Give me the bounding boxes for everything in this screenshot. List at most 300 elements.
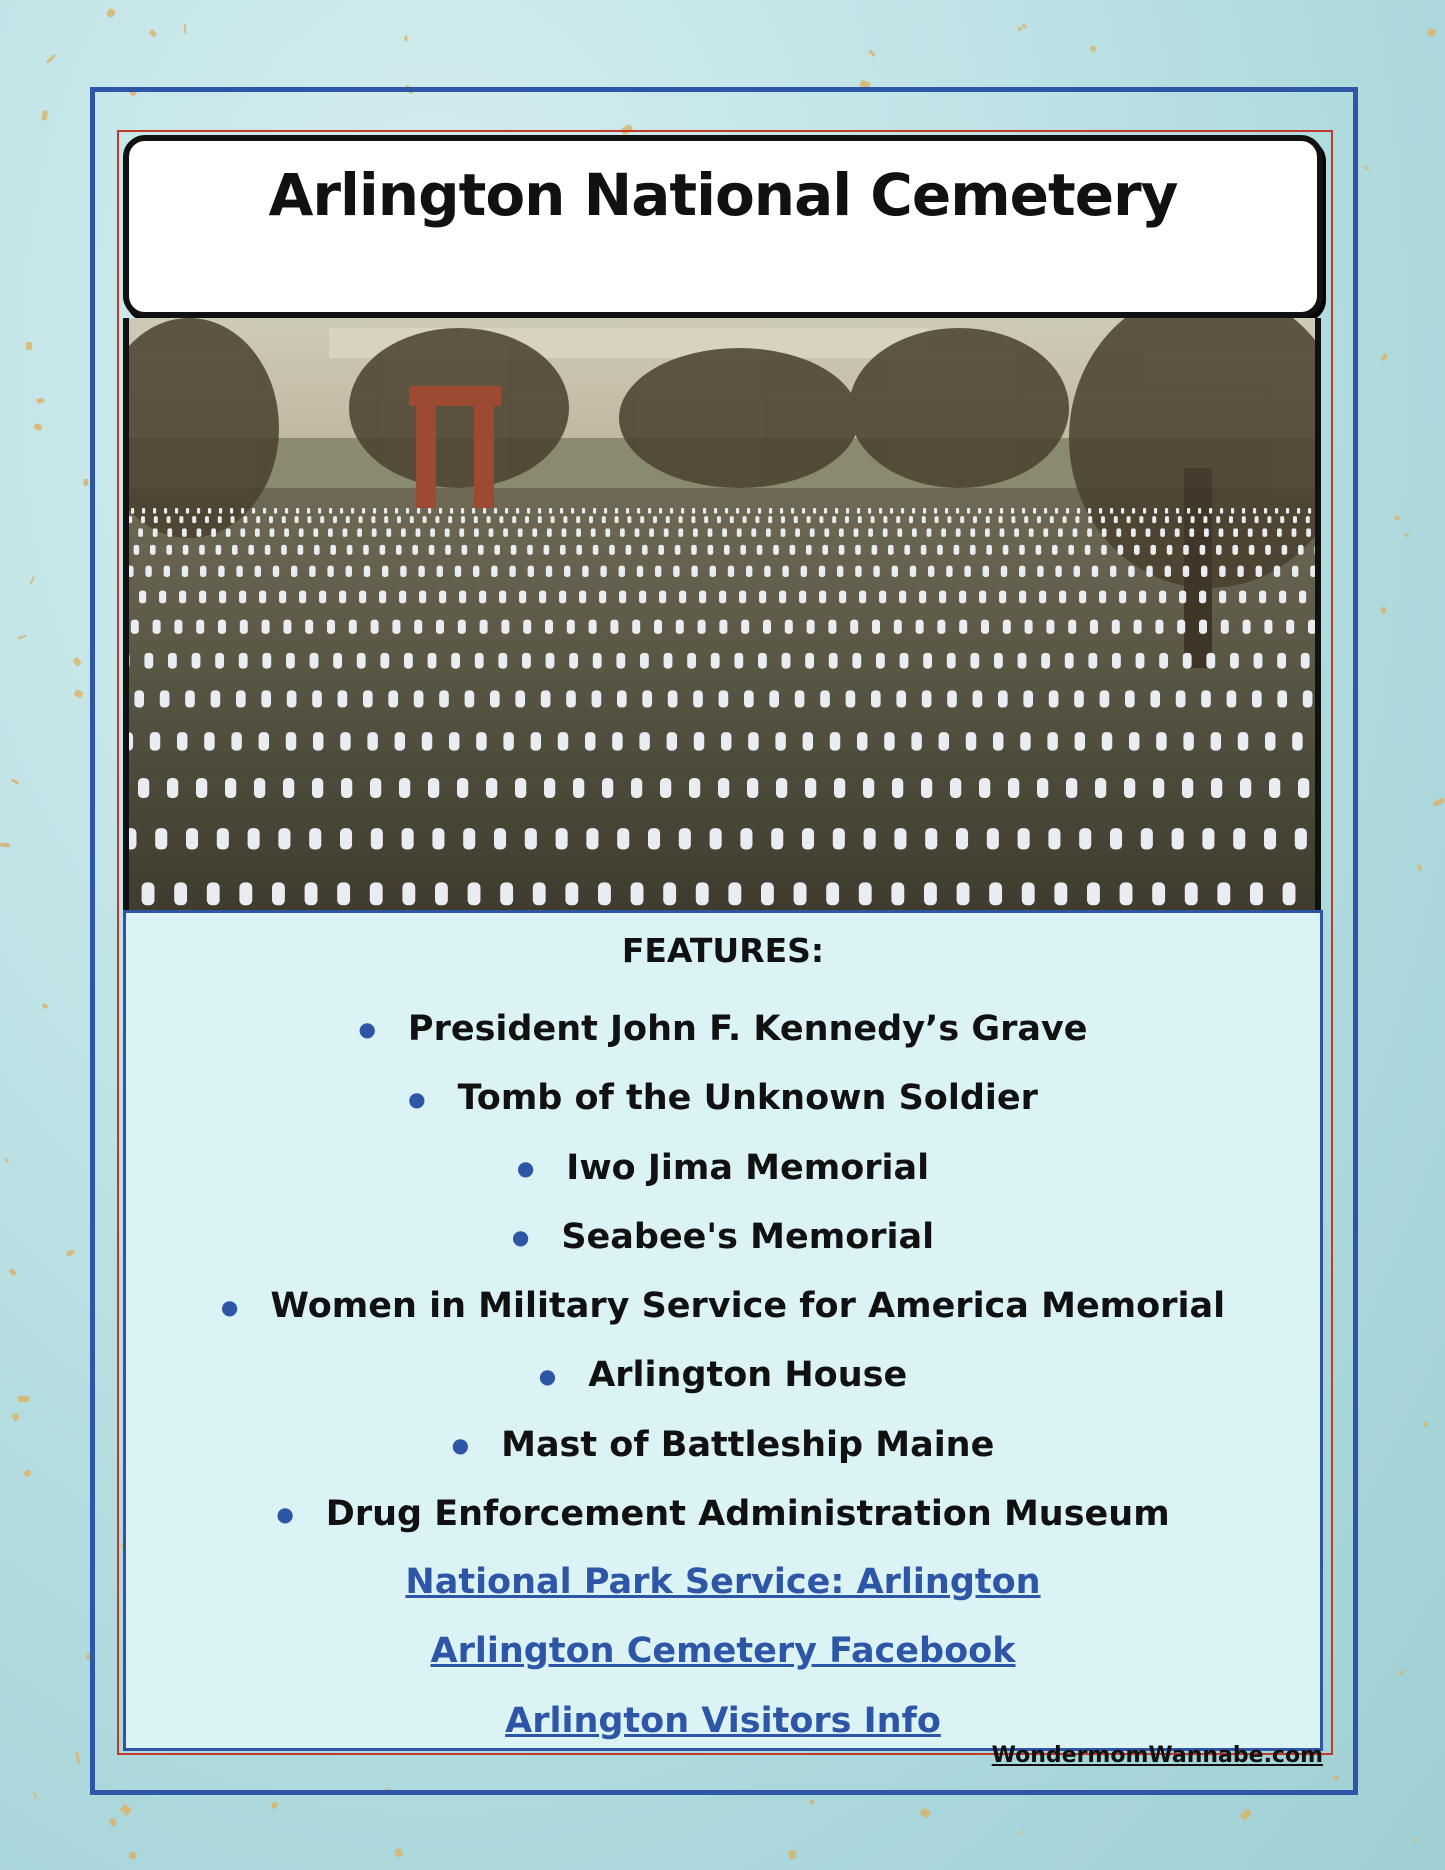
headstone [1286, 620, 1294, 634]
headstone [947, 516, 951, 523]
headstone [252, 508, 255, 514]
headstone [791, 508, 794, 514]
headstone [916, 620, 924, 634]
headstone [692, 508, 695, 514]
headstone [449, 732, 459, 751]
headstone [207, 882, 220, 905]
headstone [395, 508, 398, 514]
headstone [775, 732, 785, 751]
headstone [419, 591, 426, 604]
headstone [919, 591, 926, 604]
headstone [1095, 778, 1106, 798]
headstone [781, 528, 786, 536]
headstone [1254, 653, 1263, 669]
headstone [947, 653, 956, 669]
headstone [743, 516, 747, 523]
headstone [1049, 690, 1059, 707]
headstone [1306, 528, 1311, 536]
headstone [305, 620, 313, 634]
headstone [1118, 545, 1124, 555]
headstone [805, 653, 814, 669]
headstone [773, 545, 779, 555]
headstone [755, 516, 759, 523]
headstone [1055, 508, 1058, 514]
list-item: ● Iwo Jima Memorial [126, 1134, 1320, 1203]
gold-fleck [45, 53, 56, 63]
headstone [1063, 516, 1067, 523]
headstone [182, 566, 188, 577]
headstone [423, 516, 427, 523]
headstone [512, 516, 516, 523]
headstone [179, 516, 183, 523]
headstone [217, 828, 229, 849]
headstone [428, 653, 437, 669]
headstone [150, 732, 160, 751]
headstone [589, 620, 597, 634]
headstone [503, 732, 513, 751]
headstone [279, 591, 286, 604]
headstone [175, 508, 178, 514]
headstone [284, 528, 289, 536]
gold-fleck [1405, 533, 1410, 537]
headstone [1299, 591, 1306, 604]
headstone [218, 620, 226, 634]
headstone [728, 566, 734, 577]
headstone [1242, 508, 1245, 514]
headstone [551, 516, 555, 523]
gold-fleck [1089, 45, 1097, 53]
headstone [872, 620, 880, 634]
headstone [693, 528, 698, 536]
headstone [1102, 528, 1107, 536]
feature-list [126, 995, 1320, 1549]
headstone [556, 828, 568, 849]
headstone [349, 620, 357, 634]
headstone [1165, 516, 1169, 523]
headstone [138, 528, 143, 536]
headstone [380, 545, 386, 555]
headstone [478, 545, 484, 555]
gold-fleck [128, 1852, 137, 1861]
headstone [196, 778, 207, 798]
headstone [970, 528, 975, 536]
headstone [259, 591, 266, 604]
headstone [327, 620, 335, 634]
headstone [659, 508, 662, 514]
headstone [855, 545, 861, 555]
headstone [153, 620, 161, 634]
headstone [240, 620, 248, 634]
headstone [200, 566, 206, 577]
headstone [871, 690, 881, 707]
headstone [1048, 828, 1060, 849]
headstone [205, 516, 209, 523]
headstone [1265, 545, 1271, 555]
headstone [576, 545, 582, 555]
headstone [839, 545, 845, 555]
headstone [602, 778, 613, 798]
headstone [912, 508, 915, 514]
headstone [736, 508, 739, 514]
headstone [711, 653, 720, 669]
headstone [883, 528, 888, 536]
headstone [1102, 732, 1112, 751]
bullet-icon: ● [358, 1017, 376, 1042]
headstone [370, 882, 383, 905]
headstone [1211, 732, 1221, 751]
headstone [399, 778, 410, 798]
headstone [970, 653, 979, 669]
headstone [362, 508, 365, 514]
headstone [1237, 566, 1243, 577]
headstone [262, 620, 270, 634]
headstone [1044, 508, 1047, 514]
headstone [236, 566, 242, 577]
headstone [134, 545, 140, 555]
headstone [197, 508, 200, 514]
headstone [465, 690, 475, 707]
headstone [619, 566, 625, 577]
headstone [859, 882, 872, 905]
headstone [973, 516, 977, 523]
headstone [215, 653, 224, 669]
headstone [959, 591, 966, 604]
headstone [801, 566, 807, 577]
headstone [872, 545, 878, 555]
headstone [960, 516, 964, 523]
headstone [494, 545, 500, 555]
gold-fleck [919, 1807, 931, 1818]
headstone [730, 516, 734, 523]
headstone [896, 516, 900, 523]
headstone [710, 828, 722, 849]
list-item: ● Mast of Battleship Maine [126, 1411, 1320, 1480]
headstone [1022, 508, 1025, 514]
headstone [282, 516, 286, 523]
headstone [515, 778, 526, 798]
headstone [458, 620, 466, 634]
headstone [218, 566, 224, 577]
headstone [1280, 516, 1284, 523]
headstone [873, 566, 879, 577]
headstone [338, 690, 348, 707]
headstone [1308, 620, 1315, 634]
bullet-icon: ● [511, 1225, 530, 1250]
headstone [499, 591, 506, 604]
headstone [806, 545, 812, 555]
headstone [1075, 732, 1085, 751]
headstone [218, 516, 222, 523]
headstone [307, 516, 311, 523]
headstone [924, 882, 937, 905]
headstone [1240, 778, 1251, 798]
headstone [339, 591, 346, 604]
headstone [174, 620, 182, 634]
headstone [1265, 732, 1275, 751]
headstone [824, 528, 829, 536]
headstone [900, 653, 909, 669]
headstone [810, 528, 815, 536]
headstone [883, 516, 887, 523]
headstone [501, 620, 509, 634]
headstone [1052, 545, 1058, 555]
headstone [670, 508, 673, 514]
headstone [1262, 528, 1267, 536]
headstone [703, 508, 706, 514]
headstone [186, 828, 198, 849]
headstone [1275, 508, 1278, 514]
headstone [1191, 516, 1195, 523]
link-cemetery-facebook[interactable]: Arlington Cemetery Facebook [430, 1631, 1016, 1672]
headstone [794, 516, 798, 523]
bullet-icon: ● [451, 1433, 470, 1458]
site-credit[interactable]: WondermomWannabe.com [991, 1743, 1323, 1768]
headstone [945, 508, 948, 514]
headstone [489, 528, 494, 536]
gold-fleck [11, 778, 20, 785]
headstone [1217, 882, 1230, 905]
headstone [307, 508, 310, 514]
headstone [627, 516, 631, 523]
headstone [1121, 508, 1124, 514]
headstone [619, 591, 626, 604]
headstone [515, 690, 525, 707]
headstone [927, 528, 932, 536]
headstone [281, 545, 287, 555]
headstone [1043, 528, 1048, 536]
headstone [298, 545, 304, 555]
headstone [610, 620, 618, 634]
headstone [1020, 732, 1030, 751]
headstone [1160, 528, 1165, 536]
headstone [1019, 566, 1025, 577]
gold-fleck [1412, 1838, 1418, 1843]
headstone [1068, 620, 1076, 634]
headstone [167, 778, 178, 798]
headstone [1301, 653, 1310, 669]
headstone [505, 508, 508, 514]
headstone [546, 653, 555, 669]
headstone [418, 566, 424, 577]
headstone [1143, 508, 1146, 514]
headstone [689, 778, 700, 798]
headstone [544, 778, 555, 798]
headstone [1153, 778, 1164, 798]
gold-fleck [149, 29, 157, 37]
headstone [846, 508, 849, 514]
headstone [241, 508, 244, 514]
gold-fleck [1381, 606, 1387, 614]
headstone [1141, 828, 1153, 849]
headstone [1159, 591, 1166, 604]
headstone [487, 516, 491, 523]
headstone [1310, 566, 1315, 577]
headstone [761, 882, 774, 905]
headstone [486, 778, 497, 798]
headstone [1066, 508, 1069, 514]
headstone [400, 566, 406, 577]
headstone [309, 828, 321, 849]
headstone [973, 690, 983, 707]
headstone [744, 690, 754, 707]
headstone [320, 516, 324, 523]
headstone [664, 653, 673, 669]
headstone [1075, 516, 1079, 523]
title-box [123, 135, 1323, 318]
headstone [1077, 508, 1080, 514]
headstone [1204, 528, 1209, 536]
headstone [370, 778, 381, 798]
headstone [255, 566, 261, 577]
headstone [1101, 516, 1105, 523]
headstone [436, 620, 444, 634]
headstone [691, 545, 697, 555]
headstone [346, 516, 350, 523]
headstone [1165, 508, 1168, 514]
headstone [533, 882, 546, 905]
headstone [897, 528, 902, 536]
headstone [828, 620, 836, 634]
headstone [232, 545, 238, 555]
gold-fleck [72, 657, 81, 667]
headstone [966, 732, 976, 751]
headstone [890, 508, 893, 514]
headstone [1110, 508, 1113, 514]
headstone [522, 653, 531, 669]
headstone [1024, 516, 1028, 523]
headstone [230, 508, 233, 514]
headstone [1036, 545, 1042, 555]
headstone [999, 591, 1006, 604]
headstone [1277, 690, 1287, 707]
headstone [463, 828, 475, 849]
headstone [640, 653, 649, 669]
gold-fleck [5, 1158, 9, 1163]
headstone [160, 690, 170, 707]
headstone [437, 566, 443, 577]
headstone [819, 591, 826, 604]
headstone [129, 566, 134, 577]
headstone [503, 528, 508, 536]
list-item: ● Arlington House [126, 1341, 1320, 1410]
headstone [192, 516, 196, 523]
headstone [204, 732, 214, 751]
headstone [635, 528, 640, 536]
headstone [318, 508, 321, 514]
headstone [1156, 732, 1166, 751]
headstone [1264, 508, 1267, 514]
headstone [538, 516, 542, 523]
headstone [139, 591, 146, 604]
headstone [747, 508, 750, 514]
headstone [416, 528, 421, 536]
headstone [1201, 566, 1207, 577]
headstone [435, 882, 448, 905]
headstone [476, 732, 486, 751]
headstone [1165, 566, 1171, 577]
headstone [802, 508, 805, 514]
headstone [757, 545, 763, 555]
headstone [779, 591, 786, 604]
headstone [445, 545, 451, 555]
list-item: ● President John F. Kennedy’s Grave [126, 995, 1320, 1064]
headstone [567, 620, 575, 634]
headstone [593, 508, 596, 514]
headstone [857, 732, 867, 751]
gold-fleck [73, 689, 83, 699]
headstone [179, 591, 186, 604]
headstone [286, 653, 295, 669]
headstone [576, 528, 581, 536]
headstone [1125, 690, 1135, 707]
headstone [957, 882, 970, 905]
headstone [891, 882, 904, 905]
headstone [609, 545, 615, 555]
headstone [309, 566, 315, 577]
headstone [734, 653, 743, 669]
headstone [273, 566, 279, 577]
headstone [740, 545, 746, 555]
headstone [1187, 508, 1190, 514]
list-item: ● Women in Military Service for America Memorial [126, 1272, 1320, 1341]
headstone [1059, 591, 1066, 604]
headstone [615, 516, 619, 523]
headstone [986, 545, 992, 555]
headstone [571, 508, 574, 514]
headstone [1242, 516, 1246, 523]
gold-fleck [1426, 28, 1436, 38]
headstone [946, 566, 952, 577]
link-visitors-info[interactable]: Arlington Visitors Info [505, 1700, 941, 1741]
headstone [1253, 508, 1256, 514]
headstone [131, 620, 139, 634]
headstone [751, 528, 756, 536]
headstone [676, 620, 684, 634]
headstone [519, 591, 526, 604]
headstone [819, 516, 823, 523]
gold-fleck [788, 1850, 796, 1860]
headstone [138, 778, 149, 798]
link-national-park-service[interactable]: National Park Service: Arlington [405, 1562, 1041, 1602]
headstone [401, 528, 406, 536]
headstone [1216, 516, 1220, 523]
headstone [901, 508, 904, 514]
headstone [1172, 828, 1184, 849]
headstone [330, 545, 336, 555]
headstone [719, 591, 726, 604]
headstone [632, 620, 640, 634]
headstone [363, 545, 369, 555]
headstone [1058, 528, 1063, 536]
headstone [329, 508, 332, 514]
headstone [585, 732, 595, 751]
bullet-icon: ● [538, 1363, 557, 1388]
headstone [525, 516, 529, 523]
gold-fleck [26, 341, 32, 349]
headstone [639, 591, 646, 604]
headstone [1100, 690, 1110, 707]
gold-fleck [1363, 166, 1370, 171]
headstone [876, 653, 885, 669]
headstone [248, 545, 254, 555]
headstone [822, 545, 828, 555]
headstone [1176, 690, 1186, 707]
headstone [527, 545, 533, 555]
gold-fleck [1417, 864, 1422, 872]
headstone [631, 778, 642, 798]
headstone [1292, 528, 1297, 536]
headstone [769, 690, 779, 707]
